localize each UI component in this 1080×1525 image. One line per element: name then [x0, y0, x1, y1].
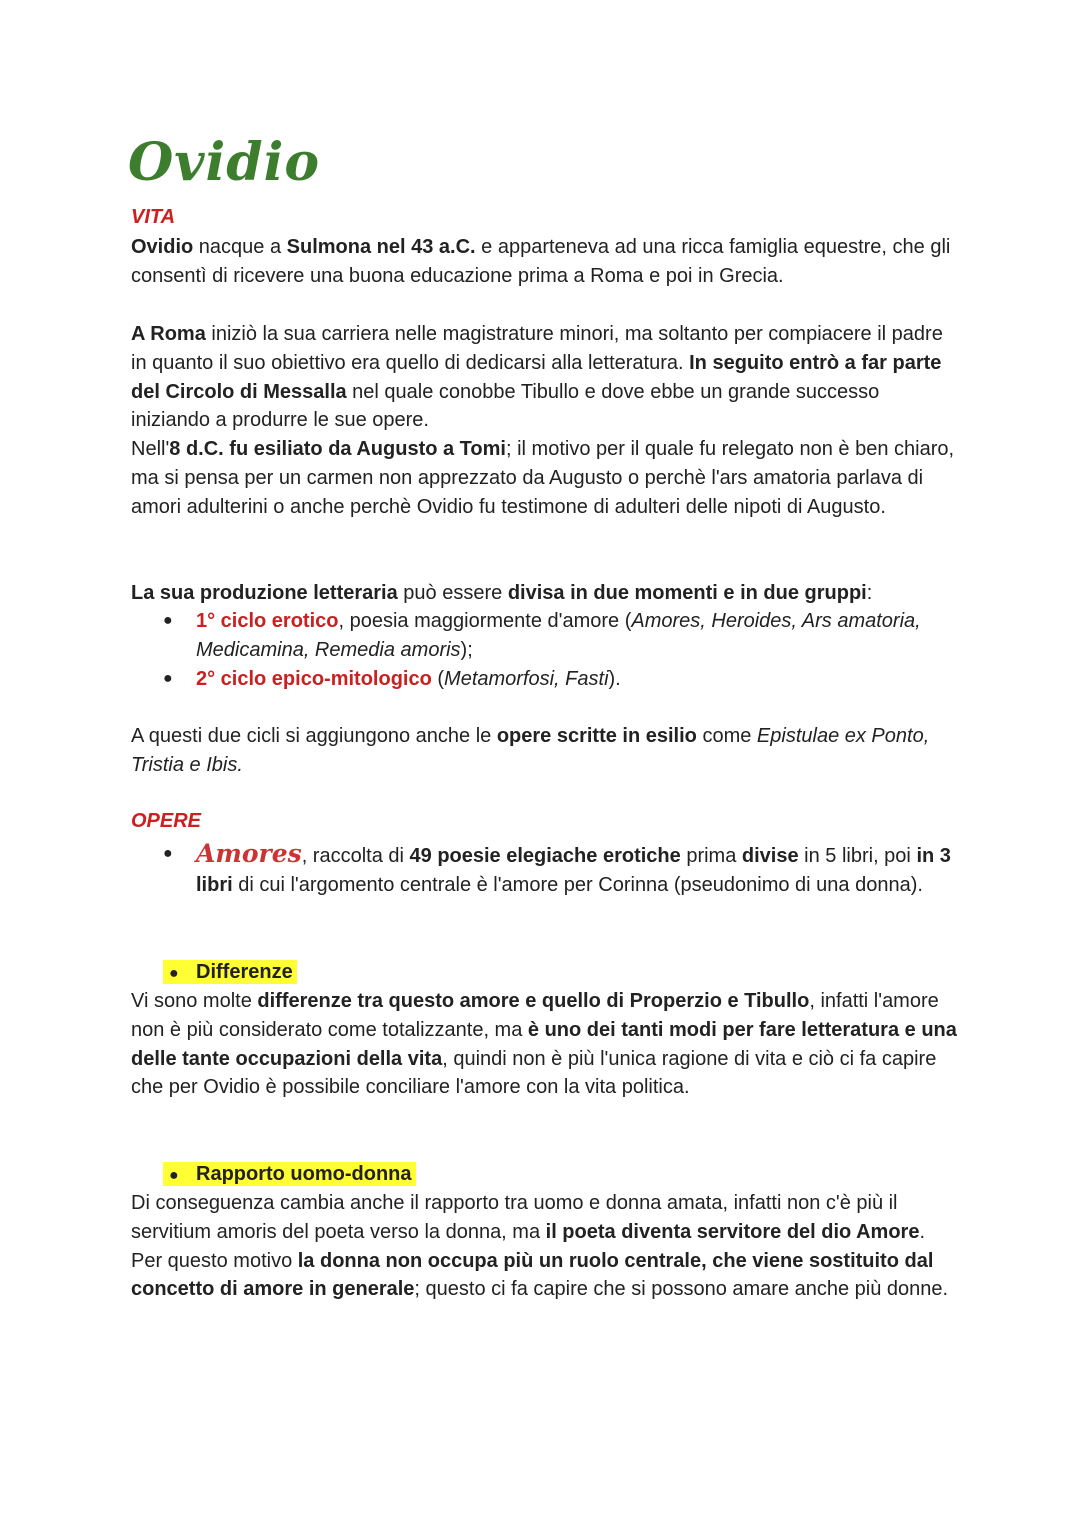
bullet-icon: ● — [163, 845, 173, 862]
paragraph-exile-works: A questi due cicli si aggiungono anche le opere scritte in esilio come Epistulae ex Ponto, Tristia e Ibis. — [131, 725, 930, 776]
subheading-rapporto — [131, 1160, 416, 1189]
section-heading-vita: VITA — [131, 206, 176, 228]
bullet-icon: ● — [169, 965, 179, 982]
section-heading-opere: OPERE — [131, 810, 202, 832]
paragraph-birth: Ovidio nacque a Sulmona nel 43 a.C. e apparteneva ad una ricca famiglia equestre, che gli consentì di ricevere una buona educazione prima a Roma e poi in Grecia. — [131, 236, 951, 287]
bullet-icon: ● — [163, 612, 173, 629]
highlight-rapporto: ● Rapporto uomo-donna — [163, 1162, 416, 1186]
paragraph-rome-career: A Roma iniziò la sua carriera nelle magistrature minori, ma soltanto per compiacere il padre in quanto il suo obiettivo era quello di dedicarsi alla letteratura. In seguito entrò a far parte del Circolo di Messalla nel quale conobbe Tibullo e dove ebbe un grande successo iniziando a produrre le sue opere. — [131, 323, 943, 432]
list-item-amores: ● Amores, raccolta di 49 poesie elegiache erotiche prima divise in 5 libri, poi in 3 libri di cui l'argomento centrale è l'amore per Corinna (pseudonimo di una donna). — [163, 839, 951, 896]
page-title: Ovidio — [128, 132, 321, 193]
subheading-differenze — [131, 958, 297, 987]
amores-title: Amores — [196, 839, 302, 868]
list-item-cycle-erotic: ● 1° ciclo erotico, poesia maggiormente d'amore (Amores, Heroides, Ars amatoria, Medicamina, Remedia amoris); — [131, 607, 961, 665]
bullet-icon: ● — [163, 669, 173, 687]
paragraph-production: La sua produzione letteraria può essere divisa in due momenti e in due gruppi: — [131, 582, 873, 604]
opere-list — [131, 840, 961, 900]
bullet-icon: ● — [169, 1167, 179, 1184]
list-item-cycle-epic: ● 2° ciclo epico-mitologico (Metamorfosi, Fasti). — [131, 665, 961, 694]
paragraph-rapporto: Di conseguenza cambia anche il rapporto tra uomo e donna amata, infatti non c'è più il servitium amoris del poeta verso la donna, ma il poeta diventa servitore del dio Amore. Per questo motivo la donna non occupa più un ruolo centrale, che viene sostituito dal concetto di amore in generale; questo ci fa capire che si possono amare anche più donne. — [131, 1192, 949, 1301]
cycles-list — [131, 607, 961, 693]
paragraph-differenze: Vi sono molte differenze tra questo amore e quello di Properzio e Tibullo, infatti l'amore non è più considerato come totalizzante, ma è uno dei tanti modi per fare letteratura e una delle tante occupazioni della vita, quindi non è più l'unica ragione di vita e ciò ci fa capire che per Ovidio è possibile conciliare l'amore con la vita politica. — [131, 990, 957, 1099]
paragraph-exile: Nell'8 d.C. fu esiliato da Augusto a Tomi; il motivo per il quale fu relegato non è ben chiaro, ma si pensa per un carmen non apprezzato da Augusto o perchè l'ars amatoria parlava di amori adulterini o anche perchè Ovidio fu testimone di adulteri delle nipoti di Augusto. — [131, 438, 955, 518]
highlight-differenze: ● Differenze — [163, 960, 297, 984]
